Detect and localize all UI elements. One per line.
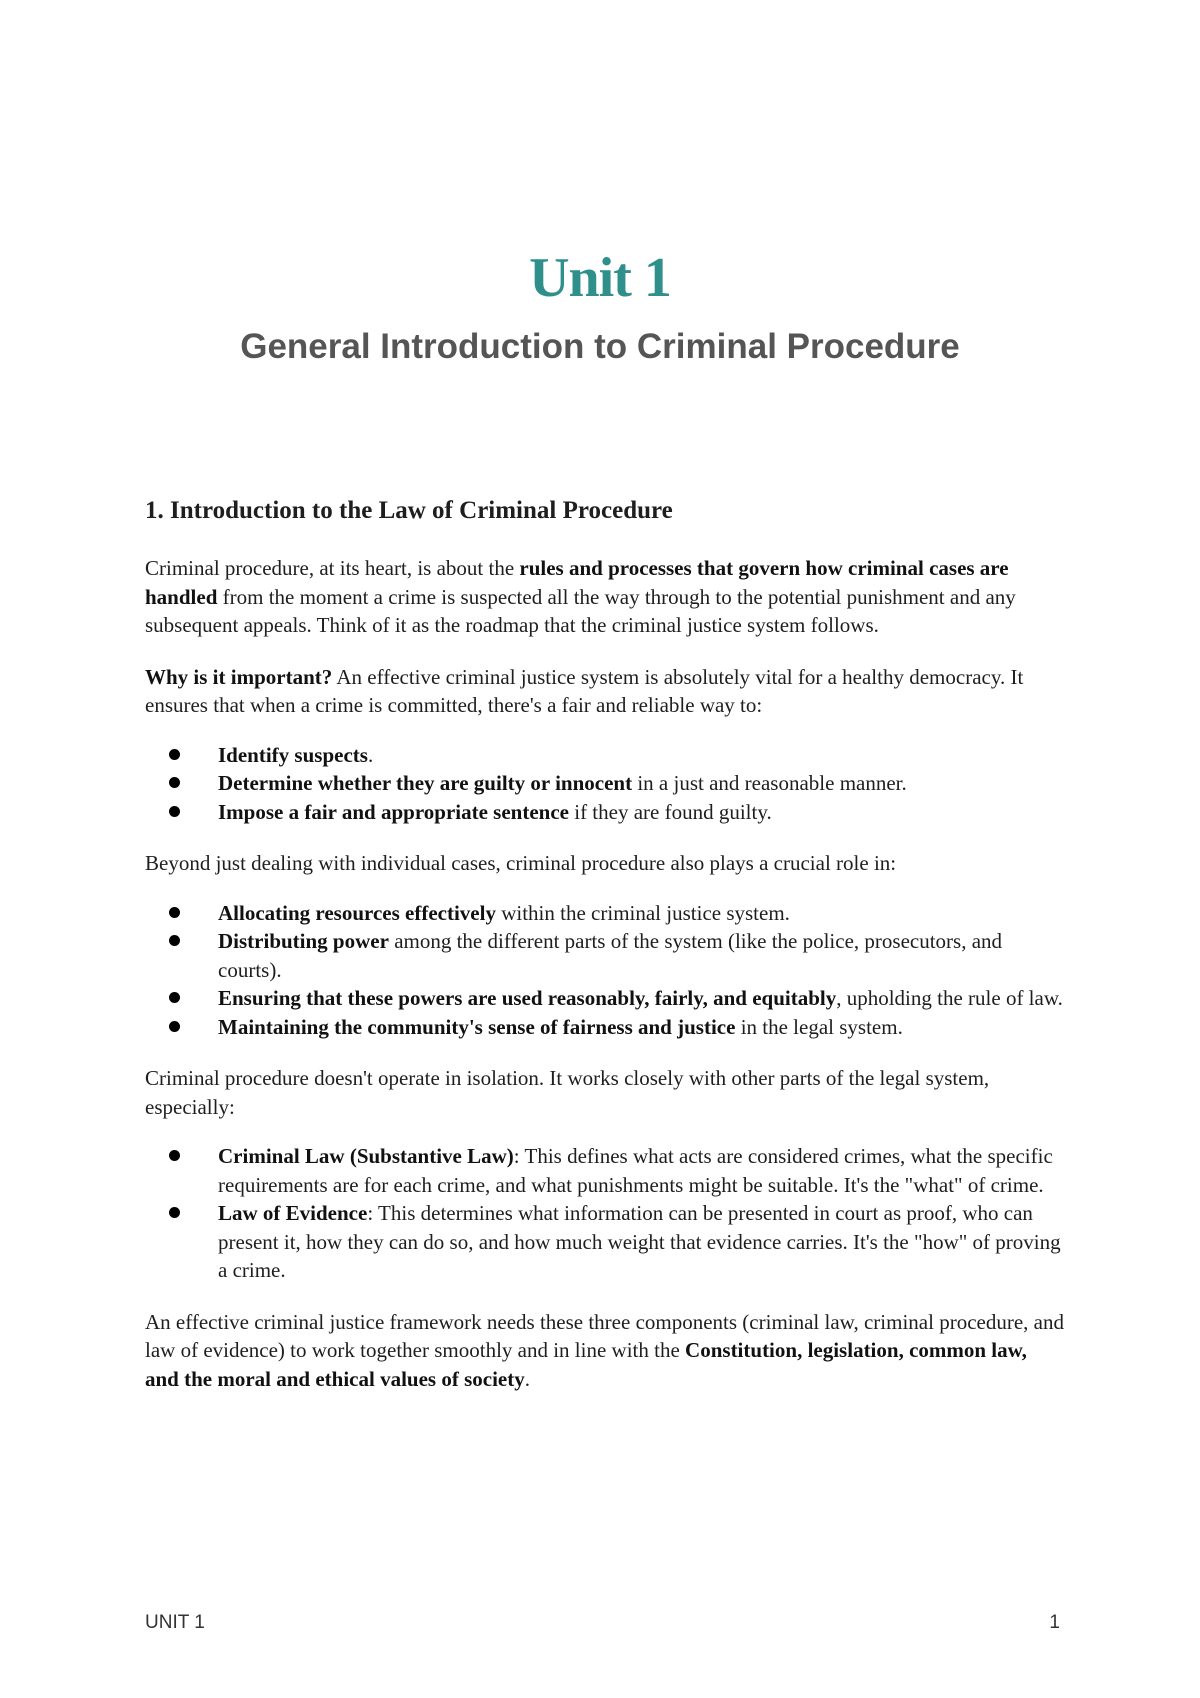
list-item-bold: Ensuring that these powers are used reasonably, fairly, and equitably — [218, 986, 837, 1010]
list-item — [145, 1142, 1065, 1199]
bullet-icon — [169, 1021, 180, 1032]
framework-bold: Constitution, legislation, common law, and the moral and ethical values of society — [145, 1338, 1027, 1391]
footer-label: UNIT 1 — [145, 1612, 205, 1633]
list-item-bold: Determine whether they are guilty or innocent — [218, 771, 633, 795]
list-item — [145, 741, 1065, 770]
bullet-icon — [169, 992, 180, 1003]
list-item-text: in the legal system. — [735, 1014, 903, 1039]
list-item-bold: Law of Evidence — [218, 1201, 368, 1225]
list-item-text: if they are found guilty. — [568, 799, 772, 824]
list-item-text: in a just and reasonable manner. — [632, 771, 907, 795]
list-item — [145, 769, 1065, 798]
list-item-bold: Maintaining the community's sense of fairness and justice — [218, 1014, 736, 1039]
list-item-bold: Identify suspects — [218, 742, 368, 767]
intro-text-1: Criminal procedure, at its heart, is about the — [145, 556, 520, 580]
bullet-icon — [169, 806, 180, 817]
page-number: 1 — [1049, 1612, 1060, 1633]
list-item — [145, 1013, 1065, 1042]
list-item-text: . — [367, 742, 374, 767]
relations-paragraph: Criminal procedure doesn't operate in isolation. It works closely with other parts of the legal system, especially: — [145, 1066, 990, 1119]
roles-list — [145, 899, 1065, 1042]
list-item-text: , upholding the rule of law. — [836, 986, 1063, 1010]
bullet-icon — [169, 935, 180, 946]
importance-text: An effective criminal justice system is absolutely vital for a healthy democracy. It ensures that when a crime is committed, there's a fair and reliable way to: — [145, 664, 1024, 717]
list-item-text: : This determines what information can be presented in court as proof, who can present it, how they can do so, and how much weight that evidence carries. It's the "how" of proving a crime. — [218, 1201, 1061, 1282]
list-item-text: among the different parts of the system (like the police, prosecutors, and courts). — [218, 929, 1003, 982]
list-item-text: : This defines what acts are considered crimes, what the specific requirements are for each crime, and what punishments might be suitable. It's the "what" of crime. — [218, 1144, 1053, 1197]
list-item-bold: Impose a fair and appropriate sentence — [218, 799, 569, 824]
unit-subtitle: General Introduction to Criminal Procedure — [240, 327, 960, 366]
intro-paragraph — [145, 554, 1065, 640]
intro-bold: rules and processes that govern how criminal cases are handled — [145, 556, 1009, 609]
bullet-icon — [169, 907, 180, 918]
list-item — [145, 984, 1065, 1013]
list-item-bold: Distributing power — [218, 929, 389, 953]
bullet-icon — [169, 1150, 180, 1161]
content-body — [145, 496, 1065, 1416]
framework-paragraph — [145, 1308, 1065, 1394]
intro-text-2: from the moment a crime is suspected all the way through to the potential punishment and any subsequent appeals. Think of it as the roadmap that the criminal justice system follows. — [145, 584, 1016, 637]
relations-list — [145, 1142, 1065, 1285]
list-item — [145, 1199, 1065, 1285]
importance-paragraph — [145, 663, 1065, 720]
importance-bold: Why is it important? — [145, 664, 333, 689]
bullet-icon — [169, 777, 180, 788]
list-item-text: within the criminal justice system. — [495, 900, 790, 925]
list-item — [145, 798, 1065, 827]
purpose-list — [145, 741, 1065, 827]
list-item — [145, 899, 1065, 928]
framework-text-2: . — [524, 1366, 530, 1391]
list-item — [145, 927, 1065, 984]
bullet-icon — [169, 749, 180, 760]
list-item-bold: Allocating resources effectively — [218, 900, 496, 925]
unit-title: Unit 1 — [529, 247, 671, 309]
section-heading: 1. Introduction to the Law of Criminal Procedure — [145, 497, 673, 524]
bullet-icon — [169, 1207, 180, 1218]
framework-text-1: An effective criminal justice framework needs these three components (criminal law, criminal procedure, and law of evidence) to work together smoothly and in line with the — [145, 1309, 1064, 1362]
roles-paragraph: Beyond just dealing with individual cases, criminal procedure also plays a crucial role in: — [145, 851, 897, 875]
list-item-bold: Criminal Law (Substantive Law) — [218, 1144, 514, 1168]
